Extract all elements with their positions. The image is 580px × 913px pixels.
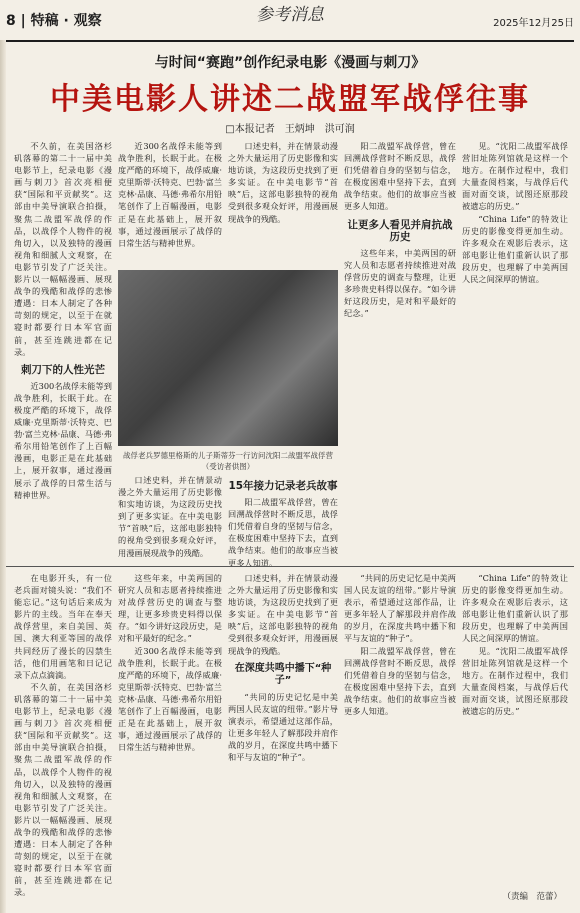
article-column: [462, 140, 568, 560]
paragraph: “China Life”的特效让历史的影像变得更加生动。许多观众在观影后表示，这部电影让他们重新认识了那段历史，也理解了中美两国人民之间深厚的情谊。: [462, 573, 568, 644]
section-divider: [6, 566, 574, 567]
paragraph: “共同的历史记忆是中美两国人民友谊的纽带。”影片导演表示，希望通过这部作品，让更多年轻人了解那段并肩作战的岁月，在深度共鸣中播下和平与友谊的“种子”。: [344, 573, 456, 644]
paragraph: 阳二战盟军战俘营，曾在回溯战俘营时不断反思，战俘们凭借着自身的坚韧与信念，在极度困难中坚持下去，直到战争结束。他们的故事应当被更多人知道。: [344, 645, 456, 717]
war-prisoner-photo: [118, 270, 338, 446]
article-column: [118, 140, 222, 266]
paragraph: 近300名战俘未能等到战争胜利，长眠于此。在极度严酷的环境下，战俘威廉·克里斯蒂·沃特克、巴勃·富兰克林·品康、马德·弗希尔用铅笔创作了上百幅漫画，电影正是在此基础上，展开叙事，通过漫画展示了战俘的日常生活与精神世界。: [118, 645, 222, 753]
section-heading: 刺刀下的人性光芒: [21, 363, 105, 376]
paragraph: 阳二战盟军战俘营，曾在回溯战俘营时不断反思，战俘们凭借着自身的坚韧与信念，在极度困难中坚持下去，直到战争结束。他们的故事应当被更多人知道。: [344, 141, 456, 212]
article-byline: □本报记者 王炳坤 洪可润: [225, 124, 355, 135]
article-column: [228, 572, 338, 902]
page-header: [6, 0, 574, 42]
paragraph: 口述史料，并在情景动漫之外大量运用了历史影像和实地访谈，为这段历史找到了更多实证。在中美电影节“首映”后，这部电影独特的视角受到很多观众好评，用漫画展现战争的残酷。: [118, 475, 222, 558]
paragraph: “共同的历史记忆是中美两国人民友谊的纽带。”影片导演表示，希望通过这部作品，让更多年轻人了解那段并肩作战的岁月，在深度共鸣中播下和平与友谊的“种子”。: [228, 691, 338, 763]
article-column: [118, 474, 222, 562]
paragraph: 在电影开头，有一位老兵面对镜头说：“我们不能忘记。”这句话后来成为影片的主线。当年在奉天战俘营里，来自美国、英国、澳大利亚等国的战俘共同经历了漫长的囚禁生活，他们用画笔和日记记录下点点滴滴。: [14, 573, 112, 680]
newspaper-logo: 参考消息: [256, 5, 324, 25]
article-column: [14, 572, 112, 902]
section-heading: 在深度共鸣中播下“种子”: [234, 662, 332, 686]
paragraph: “China Life”的特效让历史的影像变得更加生动。许多观众在观影后表示，这部电影让他们重新认识了那段历史，也理解了中美两国人民之间深厚的情谊。: [462, 213, 568, 285]
paragraph: 阳二战盟军战俘营，曾在回溯战俘营时不断反思，战俘们凭借着自身的坚韧与信念，在极度困难中坚持下去，直到战争结束。他们的故事应当被更多人知道。: [228, 497, 338, 568]
page-fold-shadow: [0, 40, 6, 913]
editor-credit: （责编 范蕾）: [502, 892, 562, 902]
article-column: [462, 572, 568, 884]
paragraph: 见。“沈阳二战盟军战俘营旧址陈列馆就是这样一个地方。在制作过程中，我们大量查阅档案，与战俘后代面对面交谈，试图还原那段被遗忘的历史。”: [462, 645, 568, 717]
paragraph: 不久前，在美国洛杉矶落幕的第二十一届中美电影节上，纪录电影《漫画与刺刀》首次亮相便获“国际和平贡献奖”。这部由中美导演联合拍摄，聚焦二战盟军战俘的作品，以战俘个人物件的视角切入，以及独特的漫画视角和细腻人文观察，在电影节引发了广泛关注。影片以一幅幅漫画、展现战争的残酷和战俘的悲惨遭遇：日本人制定了各种苛刻的规定，以至于在就寝时都要行日本军官面前，甚至连跳进都在记录。: [14, 681, 112, 898]
issue-date: 2025年12月25日: [493, 18, 574, 29]
section-heading: 15年接力记录老兵故事: [228, 480, 338, 492]
paragraph: 这些年来，中美两国的研究人员和志愿者持续推进对战俘营历史的调查与整理，让更多珍贵史料得以保存。“如今讲好这段历史，是对和平最好的纪念。”: [118, 573, 222, 644]
article-headline: 中美电影人讲述二战盟军战俘往事: [50, 82, 530, 117]
article-column: [344, 572, 456, 902]
paragraph: 不久前，在美国洛杉矶落幕的第二十一届中美电影节上，纪录电影《漫画与刺刀》首次亮相便获“国际和平贡献奖”。这部由中美导演联合拍摄，聚焦二战盟军战俘的作品，以战俘个人物件的视角切入，以及独特的漫画视角和细腻人文观察，在电影节引发了广泛关注。影片以一幅幅漫画、展现战争的残酷和战俘的悲惨遭遇：日本人制定了各种苛刻的规定，以至于在就寝时都要行日本军官面前，甚至连跳进都在记录。: [14, 141, 112, 357]
article-column: [14, 140, 112, 560]
paragraph: 近300名战俘未能等到战争胜利，长眠于此。在极度严酷的环境下，战俘威廉·克里斯蒂·沃特克、巴勃·富兰克林·品康、马德·弗希尔用铅笔创作了上百幅漫画，电影正是在此基础上，展开叙事，通过漫画展示了战俘的日常生活与精神世界。: [118, 141, 222, 248]
article-column: [118, 572, 222, 902]
photo-caption: 战俘老兵罗德里格斯的儿子斯蒂芬一行访问沈阳二战盟军战俘营（受访者供图）: [123, 451, 333, 471]
article-subtitle: 与时间“赛跑”创作纪录电影《漫画与刺刀》: [154, 55, 426, 71]
paragraph: 近300名战俘未能等到战争胜利，长眠于此。在极度严酷的环境下，战俘威廉·克里斯蒂·沃特克、巴勃·富兰克林·品康、马德·弗希尔用铅笔创作了上百幅漫画，电影正是在此基础上，展开叙事，通过漫画展示了战俘的日常生活与精神世界。: [14, 380, 112, 500]
article-column: [344, 140, 456, 560]
article-column: [228, 474, 338, 568]
paragraph: 口述史料，并在情景动漫之外大量运用了历史影像和实地访谈，为这段历史找到了更多实证。在中美电影节“首映”后，这部电影独特的视角受到很多观众好评，用漫画展现战争的残酷。: [228, 573, 338, 656]
paragraph: 这些年来，中美两国的研究人员和志愿者持续推进对战俘营历史的调查与整理，让更多珍贵史料得以保存。“如今讲好这段历史，是对和平最好的纪念。”: [344, 247, 456, 319]
article-column: [228, 140, 338, 266]
section-heading: 让更多人看见并肩抗战历史: [347, 218, 453, 243]
page-section-label: 8 | 特稿 · 观察: [6, 13, 102, 29]
paragraph: 见。“沈阳二战盟军战俘营旧址陈列馆就是这样一个地方。在制作过程中，我们大量查阅档案，与战俘后代面对面交谈，试图还原那段被遗忘的历史。”: [462, 141, 568, 212]
paragraph: 口述史料，并在情景动漫之外大量运用了历史影像和实地访谈，为这段历史找到了更多实证。在中美电影节“首映”后，这部电影独特的视角受到很多观众好评，用漫画展现战争的残酷。: [228, 141, 338, 224]
